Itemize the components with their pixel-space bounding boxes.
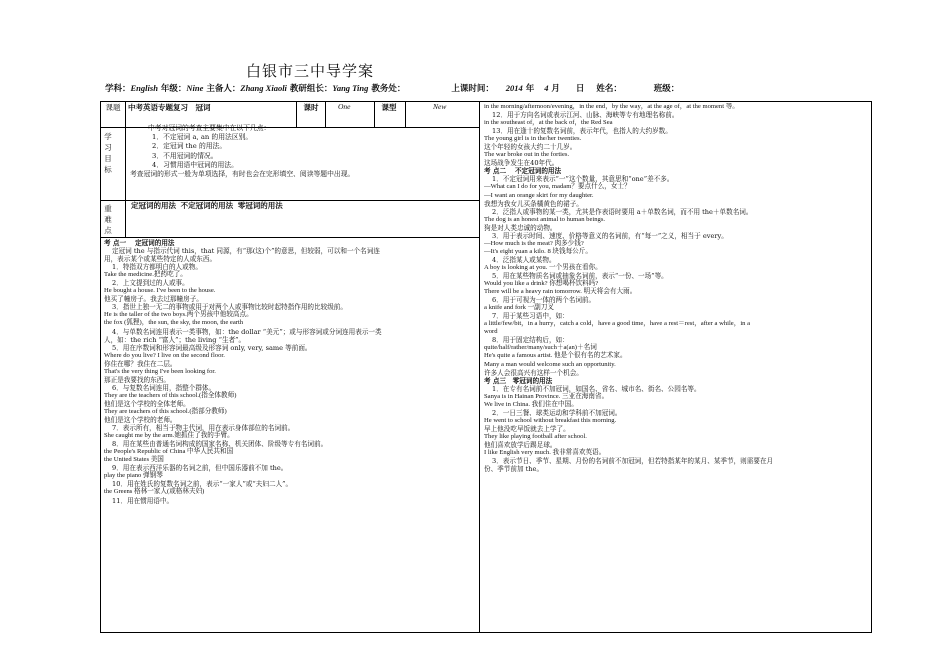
text-line: —I want an orange skirt for my daughter. [484, 191, 594, 199]
text-line: 8．用于固定结构后，如： [492, 336, 569, 345]
text-line: 他们喜欢放学后踢足球。 [484, 440, 557, 449]
section-heading: 考 点三 零冠词的用法 [484, 376, 553, 385]
subject-value: English [130, 83, 158, 93]
day-unit: 日 [575, 84, 585, 94]
text-line: in the southeast of，at the back of，the Red Sea [484, 119, 613, 127]
goals-label: 学 习 目 标 [104, 132, 112, 174]
text-line: 他买了幢房子。我去过那幢房子。 [104, 295, 203, 304]
text-line: 人，如：the rich “富人”；the living “生者”。 [104, 335, 246, 344]
text-line: —What can I do for you, madam？要点什么，女士？ [484, 183, 631, 191]
text-line: We live in China. 我们住在中国。 [484, 400, 578, 408]
grade-value: Nine [186, 83, 204, 93]
text-line: 3．用于表示时间、速度、价格等意义的名词前，有“每一”之义，相当于 every。 [492, 231, 728, 240]
text-line: He's quite a famous artist. 他是个很有名的艺术家。 [484, 352, 627, 360]
text-line: 7．表示所有，相当于物主代词，用在表示身体部位的名词前。 [112, 424, 295, 433]
name-label: 姓名： [596, 84, 622, 94]
text-line: There will be a heavy rain tomorrow. 明天将会有大雨。 [484, 288, 637, 296]
text-line: 定冠词 the 与指示代词 this，that 同源，有“那(这)个”的意思，但较弱，可以和一个名词连 [112, 247, 380, 256]
text-line: Would you like a drink? 你想喝杯饮料吗? [484, 280, 599, 288]
text-line: 7．用于某些习语中，如： [492, 312, 569, 321]
text-line: 份、季节前加 the。 [484, 465, 544, 474]
text-line: 他们是这个学校的全体老师。 [104, 399, 190, 408]
period-value: One [338, 102, 351, 111]
text-line: the United States 美国 [104, 456, 164, 464]
text-line: 这场战争发生在40年代。 [484, 159, 559, 168]
text-line: Take the medicine.把药吃了。 [104, 271, 187, 279]
text-line: quite/half/rather/many/such＋a(an)＋名词 [484, 344, 597, 352]
text-line: 12．用于方向名词或表示江河、山脉、海峡等专有地理名称前。 [492, 111, 679, 120]
keypoints-label: 重 难 点 [104, 204, 112, 235]
text-line: a knife and fork 一副刀叉 [484, 304, 554, 312]
text-line: 2．一日三餐、球类运动和学科前不加冠词。 [492, 408, 622, 417]
page-title: 白银市三中导学案 [245, 62, 374, 80]
text-line: a little/few/bit，in a hurry，catch a cold，have a good time，have a rest＝rest，after a while，in a [484, 320, 751, 328]
cell-border [125, 101, 126, 127]
text-line: They like playing football after school. [484, 432, 587, 440]
subject-label: 学科： [105, 84, 131, 94]
text-line: 4．泛指某人或某物。 [492, 255, 556, 264]
text-line: 这个年轻的女孩大约二十几岁。 [484, 143, 577, 152]
topic-value: 中考英语专题复习 冠词 [128, 103, 211, 112]
text-line: The young girl is in the/her twenties. [484, 135, 582, 143]
section-heading: 考 点二 不定冠词的用法 [484, 167, 562, 176]
grade-label: 年级： [160, 84, 187, 94]
leader-value: Yang Ting [332, 83, 369, 93]
text-line: 用，表示某个或某些特定的人或东西。 [104, 255, 217, 264]
topic-label: 课题 [105, 103, 121, 112]
text-line: Sanya is in Hainan Province. 三亚在海南省。 [484, 392, 609, 400]
text-line: Many a man would welcome such an opportunity. [484, 360, 616, 368]
text-line: A boy is looking at you. 一个男孩在看你。 [484, 263, 602, 271]
text-line: He bought a house. I've been to the house. [104, 287, 216, 295]
text-line: —It's eight yuan a kilo. 8 块钱每公斤。 [484, 247, 592, 255]
month-unit: 月 [551, 84, 560, 94]
type-value: New [433, 102, 447, 111]
text-line: 4．与单数名词连用表示一类事物，如：the dollar “美元”；或与形容词或分词连用表示一类 [112, 327, 382, 336]
year-value: 2014 [505, 83, 523, 93]
text-line: 狗是对人类忠诚的动物。 [484, 223, 557, 232]
year-unit: 年 [525, 84, 535, 94]
office-label: 教务处： [371, 84, 406, 94]
text-line: the fox (狐狸)，the sun, the sky, the moon, the earth [104, 319, 244, 327]
text-line: the People's Republic of China 中华人民共和国 [104, 448, 234, 456]
type-label: 课型 [381, 103, 397, 112]
text-line: 6．用于可视为一体的两个名词前。 [492, 296, 596, 305]
row-border [100, 237, 480, 238]
text-line: 1．特指双方都明白的人或物。 [112, 263, 202, 272]
text-line: 3．指世上独一无二的事物或用于对两个人或事物比较时起特指作用的比较级前。 [112, 303, 347, 312]
time-label: 上课时间： [451, 84, 494, 94]
right-column [484, 103, 870, 629]
section-heading: 考 点一 定冠词的用法 [104, 239, 175, 247]
class-label: 班级： [653, 84, 680, 94]
goals-text: 中考对冠词的考查主要集中在以下几点： 1．不定冠词 a, an 的用法区别。 2．定冠词 the 的用法。 3．不用冠词的情况。 4．习惯用语中冠词的用法。 考查冠词的形式一般为单项选择，有时也会在完形填空、阅读等题中出现。 [130, 124, 355, 178]
leader-label: 教研组长： [289, 84, 333, 94]
keypoints-value: 定冠词的用法 不定冠词的用法 零冠词的用法 [131, 201, 283, 210]
text-line: 13．用在逢十的复数名词前，表示年代，也指人的大约岁数。 [492, 127, 672, 136]
text-line: The dog is an honest animal to human beings. [484, 215, 606, 223]
text-line: He is the taller of the two boys.两个男孩中他较高点。 [104, 311, 253, 319]
text-line: The war broke out in the forties. [484, 151, 570, 159]
text-line: the Greens 格林一家人(或格林夫妇) [104, 488, 205, 496]
text-line: —How much is the meat? 肉多少钱? [484, 239, 584, 247]
text-line: 我想为我女儿买条橘黄色的裙子。 [484, 199, 583, 208]
left-column [104, 239, 478, 631]
text-line: 11．用在惯用语中。 [112, 496, 174, 505]
cell-border [125, 200, 126, 237]
text-line: 许多人会很高兴有这样一个机会。 [484, 368, 583, 377]
text-line: Where do you live? I live on the second floor. [104, 351, 225, 359]
text-line: 9．用在表示西洋乐器的名词之前，但中国乐器前不加 the。 [112, 464, 288, 473]
text-line: 那正是我要找的东西。 [104, 375, 170, 384]
text-line: That's the very thing I've been looking for. [104, 367, 216, 375]
text-line: 5．用在序数词和形容词最高级及形容词 only, very, same 等前面。 [112, 343, 312, 352]
text-line: 6．与复数名词连用，指整个群体。 [112, 383, 216, 392]
text-line: 1．在专有名词前不加冠词，如国名、省名、城市名、街名、公园名等。 [492, 384, 701, 393]
text-line: 你住在哪？我住在二层。 [104, 359, 177, 368]
text-line: 1．不定冠词用来表示“一”这个数量，其意思和“one”差不多。 [492, 175, 674, 184]
column-divider [479, 101, 480, 633]
text-line: I like English very much. 我非常喜欢英语。 [484, 449, 606, 457]
text-line: 2．上文提到过的人或事。 [112, 279, 189, 288]
text-line: 早上他没吃早饭就去上学了。 [484, 424, 570, 433]
text-line: 10．用在姓氏的复数名词之前，表示“一家人”或“夫妇二人”。 [112, 480, 293, 489]
month-value: 4 [544, 83, 549, 93]
text-line: 3．表示节日、季节、星期、月份的名词前不加冠词，但若特指某年的某月、某季节，则需要在月 [492, 457, 774, 466]
text-line: 8．用在某些由普通名词构成的国家名称、机关团体、阶级等专有名词前。 [112, 440, 328, 449]
preparer-value: Zhang Xiaoli [240, 83, 287, 93]
text-line: They are the teachers of this school.(指全体教师) [104, 391, 237, 399]
text-line: 2．泛指人或事物的某一类，尤其是作表语时要用 a＋单数名词，而不用 the＋单数名词。 [492, 207, 753, 216]
text-line: She caught me by the arm.她抓住了我的手臂。 [104, 432, 234, 440]
preparer-label: 主备人： [206, 84, 241, 94]
text-line: in the morning/afternoon/evening，in the end，by the way，at the age of，at the moment 等。 [484, 103, 739, 110]
header-info [105, 82, 679, 94]
text-line: He went to school without breakfast this morning. [484, 416, 617, 424]
text-line: 他们是这个学校的老师。 [104, 416, 177, 425]
cell-border [125, 127, 126, 200]
period-label: 课时 [303, 103, 319, 112]
text-line: They are teachers of this school.(指部分教师) [104, 407, 227, 415]
text-line: word [484, 328, 498, 336]
text-line: play the piano 弹钢琴 [104, 472, 163, 480]
text-line: 5．用在某些物质名词或抽象名词前，表示“一份、一场”等。 [492, 271, 668, 280]
